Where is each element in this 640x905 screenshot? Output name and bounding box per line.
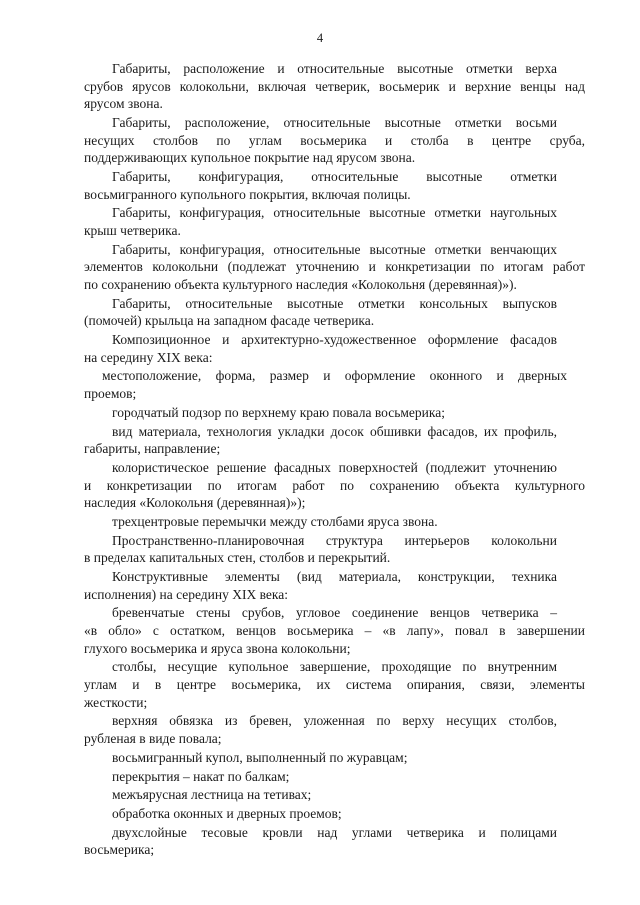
text-line: в пределах капитальных стен, столбов и перекрытий. — [84, 550, 391, 566]
paragraph — [84, 568, 585, 603]
text-line: местоположение, форма, размер и оформление оконного и дверных — [102, 368, 567, 384]
paragraph — [84, 423, 585, 458]
text-line: Пространственно-планировочная структура интерьеров колокольни — [112, 532, 557, 548]
text-line: глухого восьмерика и яруса звона колокольни; — [84, 640, 351, 656]
text-line: трехцентровые перемычки между столбами яруса звона. — [112, 513, 438, 529]
text-line: Габариты, конфигурация, относительные высотные отметки — [112, 168, 557, 184]
text-line: Габариты, относительные высотные отметки консольных выпусков — [112, 295, 557, 311]
paragraph — [84, 786, 585, 804]
paragraph — [84, 749, 585, 767]
text-line: бревенчатые стены срубов, угловое соединение венцов четверика – — [112, 605, 557, 621]
text-line: проемов; — [84, 386, 137, 401]
text-line: восьмигранного купольного покрытия, включая полицы. — [84, 186, 411, 202]
text-line: восьмигранный купол, выполненный по журавцам; — [112, 749, 408, 765]
paragraph — [84, 331, 585, 366]
text-line: Габариты, конфигурация, относительные высотные отметки венчающих — [112, 241, 557, 257]
text-line: углам и в центре восьмерика, их система опирания, связи, элементы — [84, 677, 585, 692]
text-line: жесткости; — [84, 694, 148, 710]
text-line: межъярусная лестница на тетивах; — [112, 787, 312, 803]
text-line: и конкретизации по итогам работ по сохранению объекта культурного — [84, 477, 585, 493]
text-line: «в обло» с остатком, венцов восьмерика – «в лапу», повал в завершении — [84, 623, 585, 639]
paragraph — [84, 114, 585, 167]
text-line: рубленая в виде повала; — [84, 730, 222, 746]
paragraph — [84, 367, 585, 402]
paragraph — [84, 459, 585, 512]
paragraph — [84, 604, 585, 657]
page-number: 4 — [316, 31, 324, 45]
text-line: столбы, несущие купольное завершение, проходящие по внутренним — [112, 659, 557, 675]
text-line: городчатый подзор по верхнему краю повала восьмерика; — [112, 404, 445, 420]
paragraph — [84, 404, 585, 422]
text-line: Композиционное и архитектурно-художественное оформление фасадов — [112, 332, 557, 348]
text-line: Габариты, расположение и относительные высотные отметки верха — [112, 61, 557, 76]
text-line: вид материала, технология укладки досок обшивки фасадов, их профиль, — [112, 423, 557, 439]
text-line: крыш четверика. — [84, 222, 181, 238]
paragraph — [84, 241, 585, 294]
text-line: исполнения) на середину XIX века: — [84, 586, 288, 602]
paragraph — [84, 824, 585, 859]
text-line: Габариты, конфигурация, относительные высотные отметки наугольных — [112, 205, 557, 221]
text-line: колористическое решение фасадных поверхностей (подлежит уточнению — [112, 459, 557, 475]
text-line: восьмерика; — [84, 842, 155, 858]
paragraph — [84, 532, 585, 567]
text-line: на середину XIX века: — [84, 349, 213, 365]
paragraph — [84, 712, 585, 747]
paragraph — [84, 60, 585, 113]
text-line: по сохранению объекта культурного наследия «Колокольня (деревянная)»). — [84, 276, 517, 292]
text-line: двухслойные тесовые кровли над углами четверика и полицами — [112, 824, 557, 840]
document-body — [84, 60, 585, 860]
text-line: поддерживающих купольное покрытие над ярусом звона. — [84, 150, 416, 166]
paragraph — [84, 204, 585, 239]
text-line: Габариты, расположение, относительные высотные отметки восьми — [112, 114, 557, 130]
paragraph — [84, 768, 585, 786]
text-line: Конструктивные элементы (вид материала, конструкции, техника — [112, 569, 557, 585]
text-line: ярусом звона. — [84, 96, 163, 112]
paragraph — [84, 513, 585, 531]
text-line: перекрытия – накат по балкам; — [112, 768, 290, 784]
paragraph — [84, 168, 585, 203]
text-line: несущих столбов по углам восьмерика и столба в центре сруба, — [84, 132, 585, 148]
paragraph — [84, 295, 585, 330]
text-line: обработка оконных и дверных проемов; — [112, 806, 342, 822]
text-line: срубов ярусов колокольни, включая четверик, восьмерик и верхние венцы над — [84, 78, 585, 94]
paragraph — [84, 658, 585, 711]
text-line: элементов колокольни (подлежат уточнению и конкретизации по итогам работ — [84, 259, 585, 275]
text-line: (помочей) крыльца на западном фасаде четверика. — [84, 313, 375, 329]
text-line: наследия «Колокольня (деревянная)»); — [84, 495, 306, 511]
paragraph — [84, 805, 585, 823]
text-line: верхняя обвязка из бревен, уложенная по верху несущих столбов, — [112, 713, 557, 729]
text-line: габариты, направление; — [84, 441, 221, 457]
